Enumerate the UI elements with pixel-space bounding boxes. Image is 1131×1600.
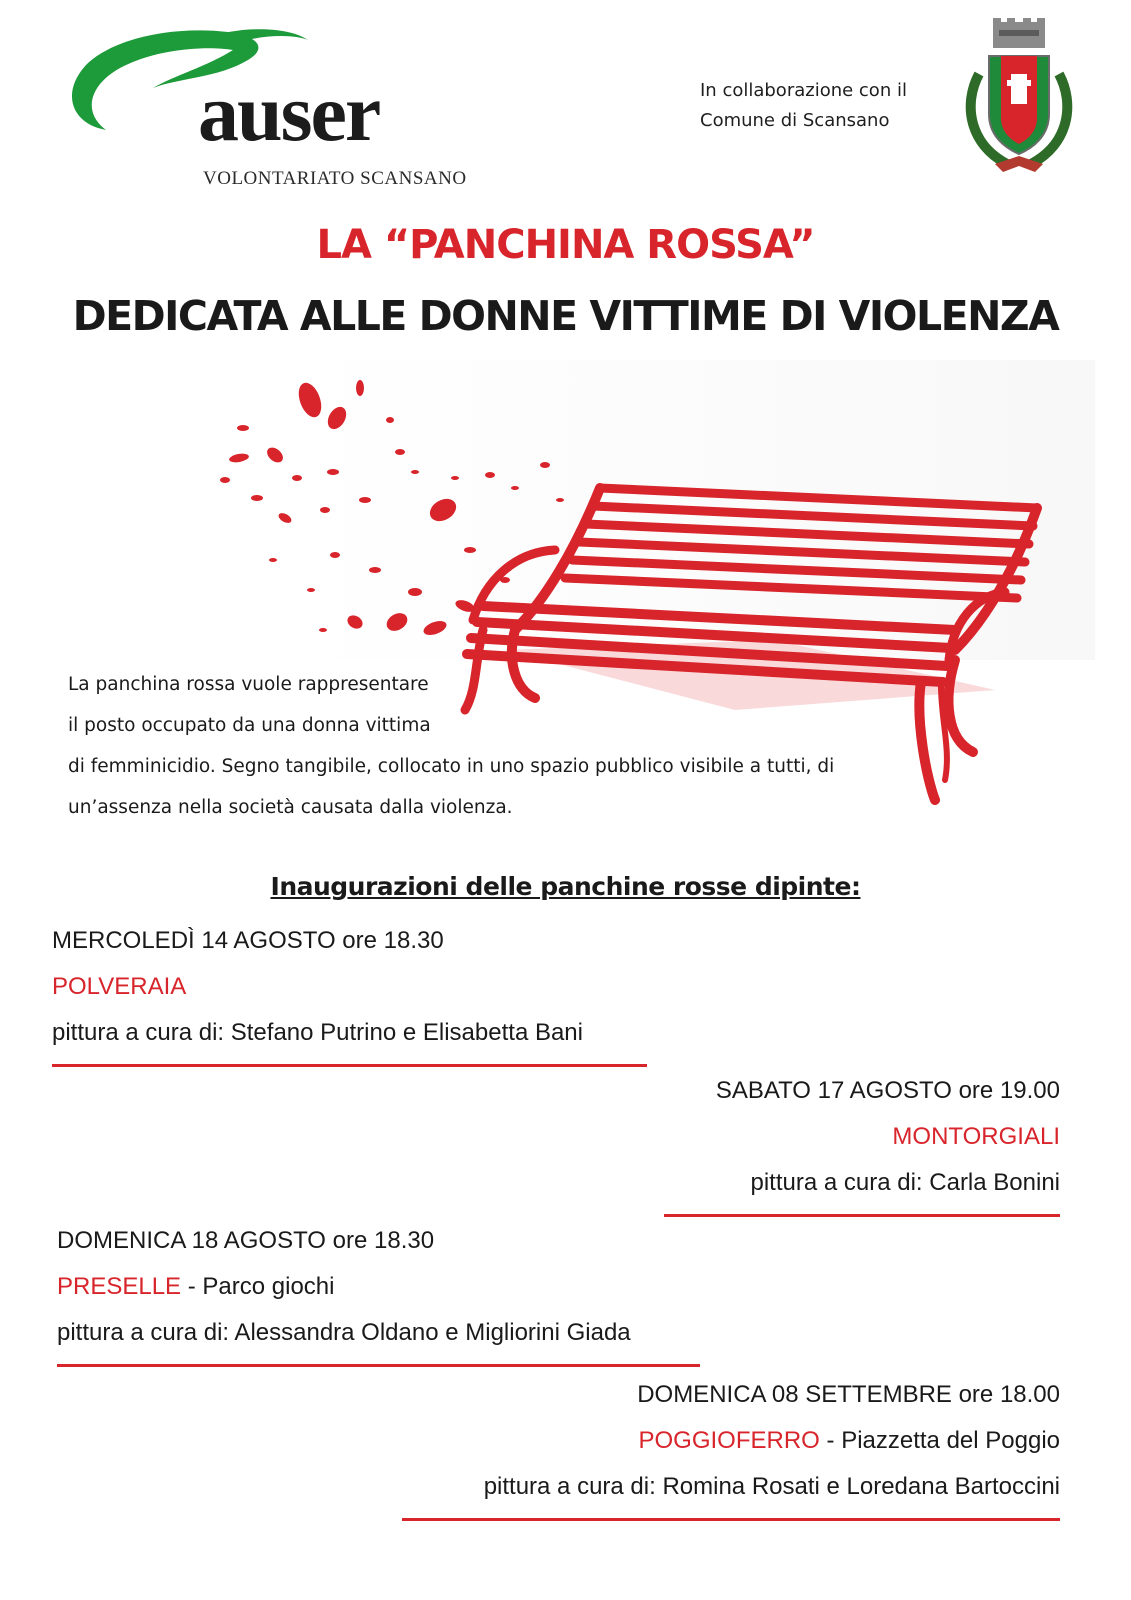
event-date: DOMENICA 18 AGOSTO ore 18.30: [57, 1227, 435, 1254]
event-credit: pittura a cura di: Romina Rosati e Loredana Bartoccini: [483, 1473, 1060, 1500]
section-title: Inaugurazioni delle panchine rosse dipinte:: [270, 872, 861, 901]
page-subtitle: DEDICATA ALLE DONNE VITTIME DI VIOLENZA: [72, 292, 1059, 340]
event-credit: pittura a cura di: Carla Bonini: [750, 1169, 1060, 1196]
event-preselle: [50, 1218, 700, 1367]
event-divider: [402, 1518, 1060, 1521]
event-place: MONTORGIALI: [892, 1123, 1060, 1150]
logo-wordmark: auser: [198, 67, 380, 158]
event-place: POLVERAIA: [52, 973, 187, 1000]
event-location: [402, 1418, 1060, 1464]
event-place: PRESELLE: [57, 1273, 182, 1300]
event-divider: [664, 1214, 1060, 1217]
event-credit: pittura a cura di: Alessandra Oldano e Migliorini Giada: [57, 1319, 631, 1346]
event-credit: pittura a cura di: Stefano Putrino e Elisabetta Bani: [52, 1019, 583, 1046]
event-location: [57, 1264, 700, 1310]
event-poggioferro: [402, 1372, 1060, 1521]
description-line-3: di femminicidio. Segno tangibile, collocato in uno spazio pubblico visibile a tutti, di: [68, 756, 835, 777]
description-line-1: La panchina rossa vuole rappresentare: [68, 674, 429, 695]
description-line-2: il posto occupato da una donna vittima: [68, 715, 431, 736]
municipality-crest-icon: [955, 14, 1083, 182]
event-place-extra: - Piazzetta del Poggio: [819, 1427, 1060, 1454]
event-date: SABATO 17 AGOSTO ore 19.00: [715, 1077, 1060, 1104]
event-date: MERCOLEDÌ 14 AGOSTO ore 18.30: [52, 927, 444, 954]
event-divider: [52, 1064, 647, 1067]
logo-subtitle: VOLONTARIATO SCANSANO: [203, 168, 467, 189]
event-polveraia: [52, 918, 647, 1067]
event-place: POGGIOFERRO: [638, 1427, 820, 1454]
event-divider: [57, 1364, 700, 1367]
event-place-extra: - Parco giochi: [181, 1273, 335, 1300]
collaboration-note: [700, 76, 907, 136]
page-title: LA “PANCHINA ROSSA”: [316, 222, 815, 268]
event-montorgiali: [664, 1068, 1060, 1217]
event-date: DOMENICA 08 SETTEMBRE ore 18.00: [637, 1381, 1060, 1408]
collab-line-1: In collaborazione con il: [700, 80, 907, 101]
description-line-4: un’assenza nella società causata dalla violenza.: [68, 797, 513, 818]
collab-line-2: Comune di Scansano: [700, 110, 890, 131]
auser-logo: [58, 18, 518, 189]
bench-description: [68, 664, 834, 828]
event-location: [664, 1114, 1060, 1160]
event-location: [52, 964, 647, 1010]
